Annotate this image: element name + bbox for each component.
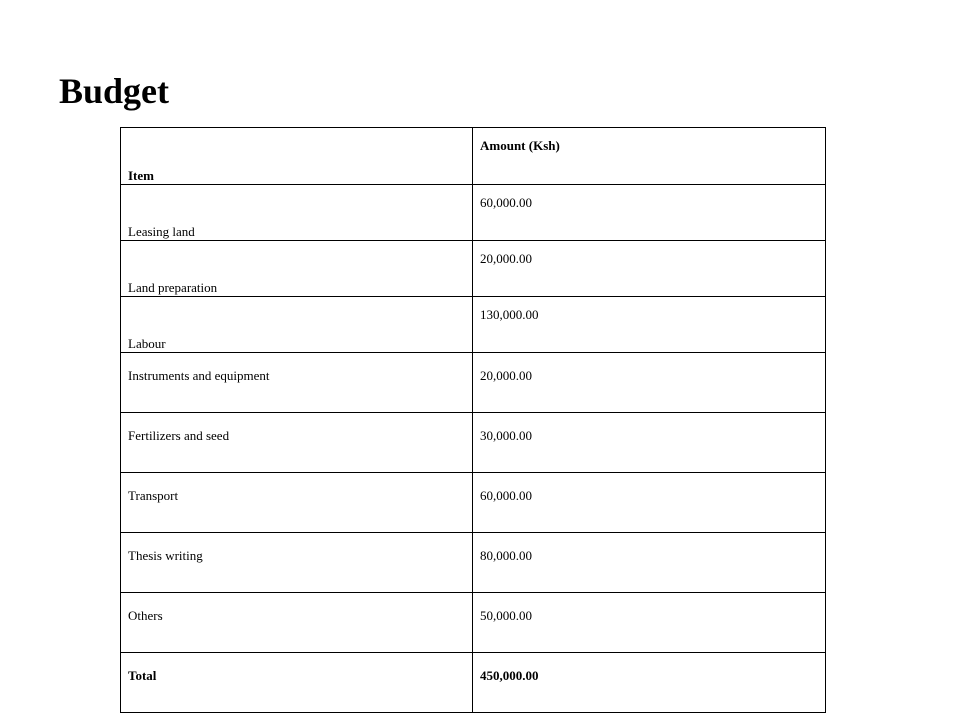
amount-cell: 60,000.00 [473,185,826,241]
table-row [121,353,826,413]
item-cell: Leasing land [121,185,473,241]
amount-cell: 20,000.00 [473,353,826,413]
total-amount: 450,000.00 [473,653,826,713]
item-cell: Thesis writing [121,533,473,593]
total-label: Total [121,653,473,713]
column-header-item: Item [121,128,473,185]
item-cell: Fertilizers and seed [121,413,473,473]
table-row [121,533,826,593]
table-row [121,413,826,473]
table-row [121,241,826,297]
item-cell: Land preparation [121,241,473,297]
table-row [121,185,826,241]
budget-table [120,127,826,713]
item-cell: Transport [121,473,473,533]
total-row [121,653,826,713]
column-header-amount: Amount (Ksh) [473,128,826,185]
item-cell: Instruments and equipment [121,353,473,413]
amount-cell: 30,000.00 [473,413,826,473]
item-cell: Others [121,593,473,653]
amount-cell: 50,000.00 [473,593,826,653]
amount-cell: 20,000.00 [473,241,826,297]
item-cell: Labour [121,297,473,353]
amount-cell: 130,000.00 [473,297,826,353]
table-header-row [121,128,826,185]
amount-cell: 80,000.00 [473,533,826,593]
table-row [121,473,826,533]
page-title: Budget [59,71,170,111]
table-row [121,593,826,653]
amount-cell: 60,000.00 [473,473,826,533]
table-row [121,297,826,353]
